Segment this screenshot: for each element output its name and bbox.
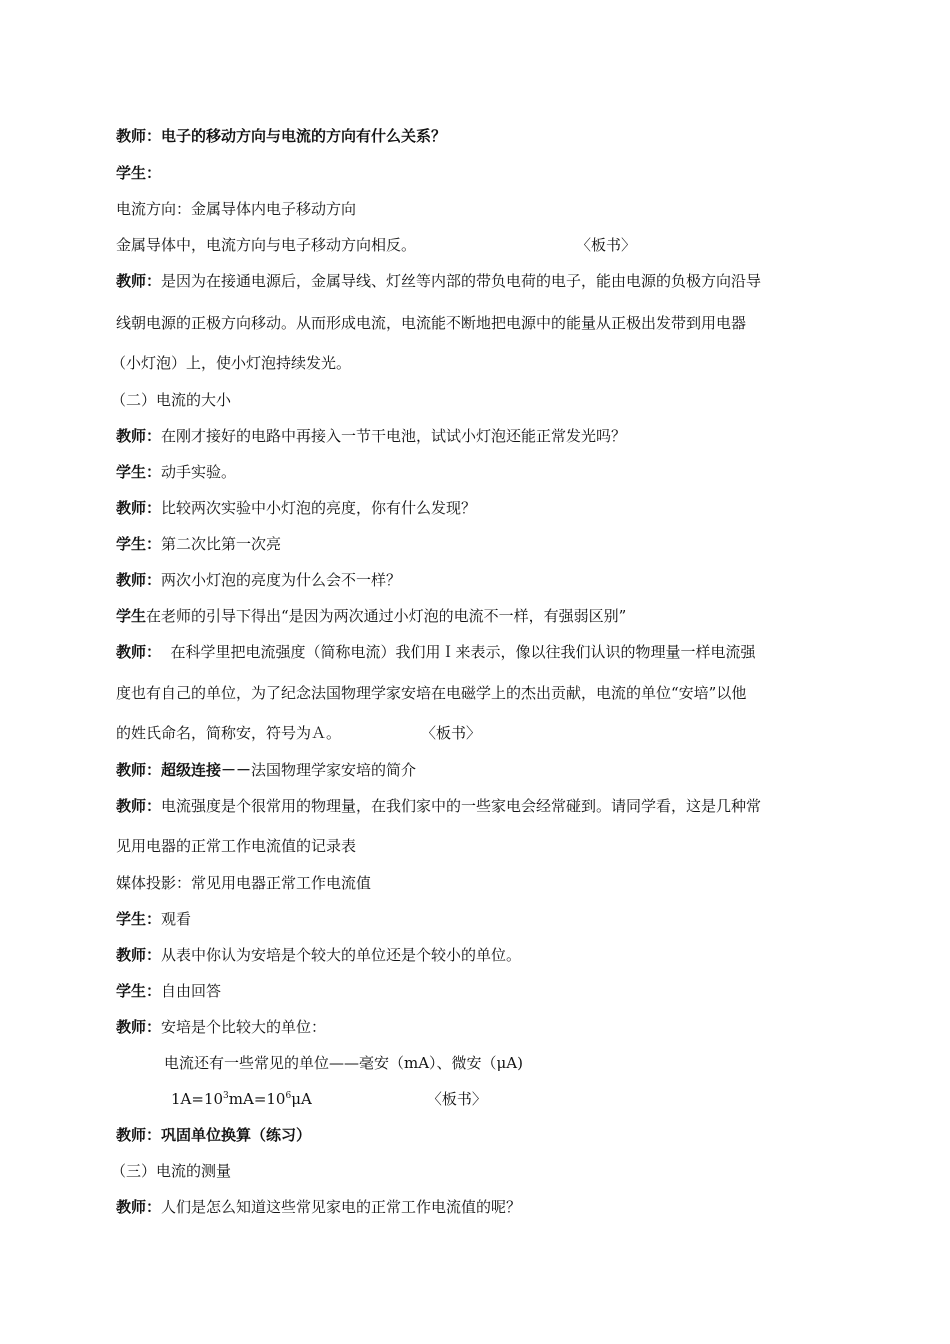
- line-25: [116, 1017, 326, 1037]
- line-text: 在科学里把电流强度（简称电流）我们用Ｉ来表示，像以往我们认识的物理量一样电流强: [161, 643, 756, 661]
- line-21: [116, 873, 371, 893]
- line-19: [116, 796, 761, 816]
- line-text: 在老师的引导下得出“是因为两次通过小灯泡的电流不一样，有强弱区别”: [146, 607, 627, 625]
- line-text: 观看: [161, 910, 192, 928]
- board-note: 〈板书〉: [576, 236, 637, 254]
- line-text: 见用电器的正常工作电流值的记录表: [116, 837, 357, 855]
- speaker-label: 教师：: [116, 1126, 162, 1144]
- line-3: [116, 199, 356, 219]
- line-18: [116, 760, 416, 780]
- line-9: [116, 426, 626, 446]
- line-text: 巩固单位换算（练习）: [161, 1126, 312, 1144]
- speaker-label: 教师：: [116, 1198, 162, 1216]
- line-text: 电子的移动方向与电流的方向有什么关系？: [161, 127, 447, 145]
- line-text: 电流强度是个很常用的物理量，在我们家中的一些家电会经常碰到。请同学看，这是几种常: [161, 797, 762, 815]
- speaker-label: 教师：: [116, 1018, 162, 1036]
- board-note: 〈板书〉: [421, 724, 482, 742]
- line-text: 媒体投影：常见用电器正常工作电流值: [116, 874, 372, 892]
- line-text: 电流方向：金属导体内电子移动方向: [116, 200, 357, 218]
- speaker-label: 学生：: [116, 164, 162, 182]
- line-text: 度也有自己的单位，为了纪念法国物理学家安培在电磁学上的杰出贡献，电流的单位“安培”以他: [116, 684, 747, 702]
- line-text: 线朝电源的正极方向移动。从而形成电流，电流能不断地把电源中的能量从正极出发带到用电器: [116, 314, 747, 332]
- speaker-label: 教师：: [116, 946, 162, 964]
- line-26: [164, 1053, 523, 1073]
- speaker-label: 教师：: [116, 761, 162, 779]
- line-1: [116, 126, 446, 146]
- line-text: （三）电流的测量: [111, 1162, 232, 1180]
- speaker-label: 教师：: [116, 427, 162, 445]
- section-heading-2: [111, 390, 231, 410]
- line-4: [116, 235, 636, 255]
- speaker-label: 教师：: [116, 643, 162, 661]
- line-text: 在刚才接好的电路中再接入一节干电池，试试小灯泡还能正常发光吗？: [161, 427, 627, 445]
- speaker-label: 教师：: [116, 272, 162, 290]
- unit-formula: [171, 1089, 487, 1109]
- line-text: 的姓氏命名，简称安，符号为Ａ。: [116, 724, 342, 742]
- line-2: [116, 163, 161, 183]
- line-22: [116, 909, 191, 929]
- line-10: [116, 462, 236, 482]
- line-16: [116, 683, 746, 703]
- line-12: [116, 534, 281, 554]
- line-30: [116, 1197, 521, 1217]
- speaker-label: 学生：: [116, 535, 162, 553]
- line-text: 动手实验。: [161, 463, 237, 481]
- line-28: [116, 1125, 311, 1145]
- line-text: 法国物理学家安培的简介: [251, 761, 417, 779]
- line-17: [116, 723, 481, 743]
- line-7: [111, 353, 351, 373]
- line-24: [116, 981, 221, 1001]
- speaker-label: 学生：: [116, 910, 162, 928]
- speaker-label: 教师：: [116, 127, 162, 145]
- line-text: 金属导体中，电流方向与电子移动方向相反。: [116, 236, 417, 254]
- formula-part: mA=10: [228, 1090, 286, 1108]
- line-11: [116, 498, 476, 518]
- line-14: [116, 606, 626, 626]
- line-text: 电流还有一些常见的单位——毫安（mA）、微安（μA): [164, 1054, 523, 1072]
- speaker-label: 学生: [116, 607, 147, 625]
- line-text: 比较两次实验中小灯泡的亮度，你有什么发现？: [161, 499, 477, 517]
- line-23: [116, 945, 521, 965]
- line-20: [116, 836, 356, 856]
- line-text: 第二次比第一次亮: [161, 535, 282, 553]
- formula-part: 1A=10: [171, 1090, 224, 1108]
- line-text: 人们是怎么知道这些常见家电的正常工作电流值的呢？: [161, 1198, 522, 1216]
- line-text: （二）电流的大小: [111, 391, 232, 409]
- speaker-label: 学生：: [116, 463, 162, 481]
- link-label: 超级连接－－: [161, 761, 252, 779]
- formula-part: μA: [291, 1090, 312, 1108]
- speaker-label: 学生：: [116, 982, 162, 1000]
- line-text: （小灯泡）上，使小灯泡持续发光。: [111, 354, 352, 372]
- section-heading-3: [111, 1161, 231, 1181]
- speaker-label: 教师：: [116, 571, 162, 589]
- board-note: 〈板书〉: [426, 1090, 487, 1108]
- exponent: 6: [285, 1091, 292, 1101]
- line-text: 安培是个比较大的单位：: [161, 1018, 327, 1036]
- line-text: 是因为在接通电源后，金属导线、灯丝等内部的带负电荷的电子，能由电源的负极方向沿导: [161, 272, 762, 290]
- line-13: [116, 570, 401, 590]
- line-6: [116, 313, 746, 333]
- line-text: 从表中你认为安培是个较大的单位还是个较小的单位。: [161, 946, 522, 964]
- line-text: 自由回答: [161, 982, 222, 1000]
- speaker-label: 教师：: [116, 499, 162, 517]
- line-15: [116, 642, 756, 662]
- line-5: [116, 271, 761, 291]
- exponent: 3: [223, 1091, 229, 1101]
- speaker-label: 教师：: [116, 797, 162, 815]
- line-text: 两次小灯泡的亮度为什么会不一样？: [161, 571, 402, 589]
